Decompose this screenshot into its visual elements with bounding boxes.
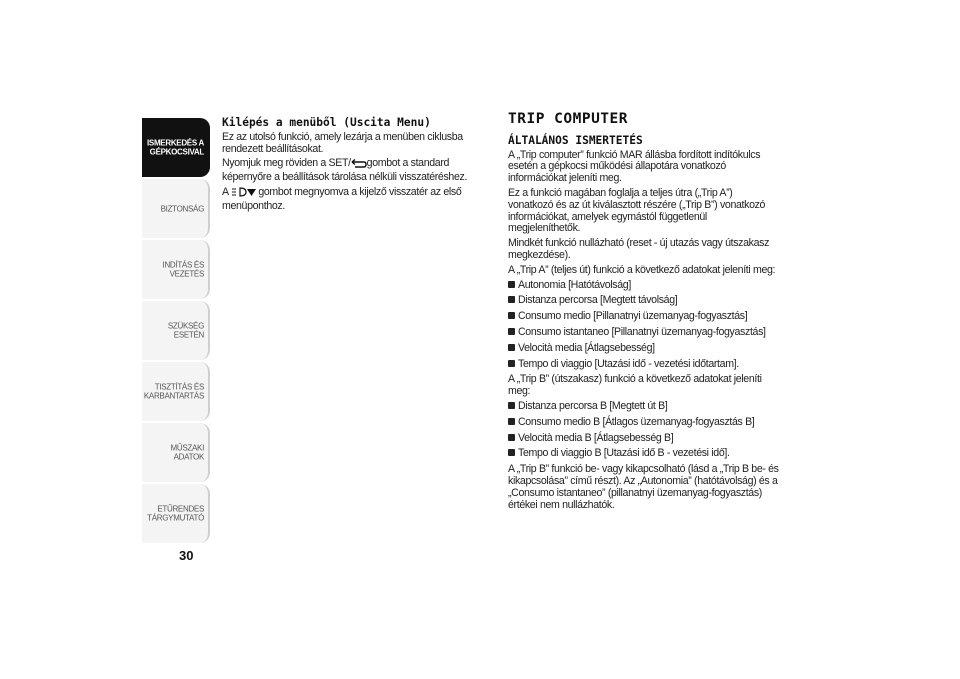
section-title: TRIP COMPUTER bbox=[508, 111, 628, 127]
list-item-text: Distanza percorsa [Megtett távolság] bbox=[518, 294, 678, 307]
tab-targymutato[interactable] bbox=[142, 484, 210, 543]
bullet-square-icon bbox=[508, 402, 515, 409]
bullet-square-icon bbox=[508, 360, 515, 367]
paragraph: A „Trip computer” funkció MAR állásba fordított indítókulcs esetén a gépkocsi működési állapotára vonatkozó információkat jeleníti meg. bbox=[508, 148, 761, 185]
paragraph: Mindkét funkció nullázható (reset - új utazás vagy útszakasz megkezdése). bbox=[508, 237, 770, 261]
list-item bbox=[508, 433, 780, 445]
list-item bbox=[508, 359, 780, 371]
bullet-square-icon bbox=[508, 328, 515, 335]
list-item-text: Tempo di viaggio [Utazási idő - vezetési időtartam]. bbox=[518, 357, 739, 370]
bullet-square-icon bbox=[508, 434, 515, 441]
text: gombot a standard képernyőre a beállítások tárolása nélküli visszatéréshez. bbox=[222, 157, 468, 184]
list-item-text: Consumo istantaneo [Pillanatnyi üzemanyag-fogyasztás] bbox=[518, 325, 766, 338]
paragraph bbox=[222, 187, 492, 213]
section-heading: Kilépés a menüből (Uscita Menu) bbox=[222, 116, 431, 129]
tab-label: MŰSZAKI ADATOK bbox=[170, 443, 204, 462]
list-item bbox=[508, 401, 780, 413]
tab-muszaki[interactable] bbox=[142, 423, 210, 482]
list-item-text: Consumo medio B [Átlagos üzemanyag-fogyasztás B] bbox=[518, 415, 755, 428]
list-item bbox=[508, 448, 780, 460]
paragraph: A „Trip A” (teljes út) funkció a következő adatokat jeleníti meg: bbox=[508, 263, 776, 276]
chapter-tabs bbox=[142, 118, 210, 545]
tab-label: SZÜKSÉG ESETÉN bbox=[167, 321, 204, 340]
subsection-title: ÁLTALÁNOS ISMERTETÉS bbox=[508, 133, 643, 147]
bullet-square-icon bbox=[508, 344, 515, 351]
bullet-square-icon bbox=[508, 281, 515, 288]
bullet-square-icon bbox=[508, 312, 515, 319]
tab-label: TISZTÍTÁS ÉS KARBANTARTÁS bbox=[143, 382, 204, 401]
list-item bbox=[508, 327, 780, 339]
list-item-text: Autonomia [Hatótávolság] bbox=[518, 278, 631, 291]
tab-label: ETŰRENDES TÁRGYMUTATÓ bbox=[147, 504, 204, 523]
list-item-text: Velocità media [Átlagsebesség] bbox=[518, 341, 655, 354]
text: gombot megnyomva a kijelző visszatér az első menüponthoz. bbox=[222, 185, 462, 212]
tab-inditas[interactable] bbox=[142, 240, 210, 299]
bullet-square-icon bbox=[508, 449, 515, 456]
tab-label: ISMERKEDÉS A GÉPKOCSIVAL bbox=[146, 138, 204, 157]
return-arrow-icon bbox=[351, 158, 367, 172]
page-number: 30 bbox=[179, 548, 194, 563]
paragraph bbox=[222, 158, 492, 184]
bullet-square-icon bbox=[508, 296, 515, 303]
list-item-text: Distanza percorsa B [Megtett út B] bbox=[518, 399, 668, 412]
paragraph: A „Trip B” (útszakasz) funkció a következő adatokat jeleníti meg: bbox=[508, 373, 762, 398]
list-item-text: Tempo di viaggio B [Utazási idő B - vezetési idő]. bbox=[518, 447, 730, 460]
tab-label: INDÍTÁS ÉS VEZETÉS bbox=[162, 260, 204, 279]
paragraph: Ez a funkció magában foglalja a teljes útra („Trip A”) vonatkozó és az út kiválasztott részére („Trip B”) vonatkozó információkat, amelyek egymástól függetlenül megjeleníthetők. bbox=[508, 186, 766, 235]
bullet-square-icon bbox=[508, 418, 515, 425]
list-item-text: Consumo medio [Pillanatnyi üzemanyag-fogyasztás] bbox=[518, 310, 748, 323]
tab-szukseg[interactable] bbox=[142, 301, 210, 360]
list-item bbox=[508, 417, 780, 429]
left-column bbox=[222, 117, 492, 216]
list-item bbox=[508, 280, 780, 292]
tab-label: BIZTONSÁG bbox=[160, 203, 204, 213]
tab-tisztitas[interactable] bbox=[142, 362, 210, 421]
paragraph: Ez az utolsó funkció, amely lezárja a menüben ciklusba rendezett beállításokat. bbox=[222, 130, 463, 155]
paragraph: A „Trip B” funkció be- vagy kikapcsolható (lásd a „Trip B be- és kikapcsolása” című részt). Az „Autonomia” (hatótávolság) és a „Consumo istantaneo” (pillanatnyi üzemanyag-fogyasztás) értékei nem nullázhatók. bbox=[508, 463, 779, 511]
list-item bbox=[508, 295, 780, 307]
tab-ismerkedes[interactable] bbox=[142, 118, 210, 177]
headlight-icon bbox=[231, 187, 247, 201]
list-item bbox=[508, 343, 780, 355]
list-item bbox=[508, 311, 780, 323]
tab-biztonsag[interactable] bbox=[142, 179, 210, 238]
text: Nyomjuk meg röviden a SET/ bbox=[222, 157, 351, 170]
right-column bbox=[508, 111, 780, 514]
list-item-text: Velocità media B [Átlagsebesség B] bbox=[518, 431, 674, 444]
text: A bbox=[222, 185, 229, 198]
